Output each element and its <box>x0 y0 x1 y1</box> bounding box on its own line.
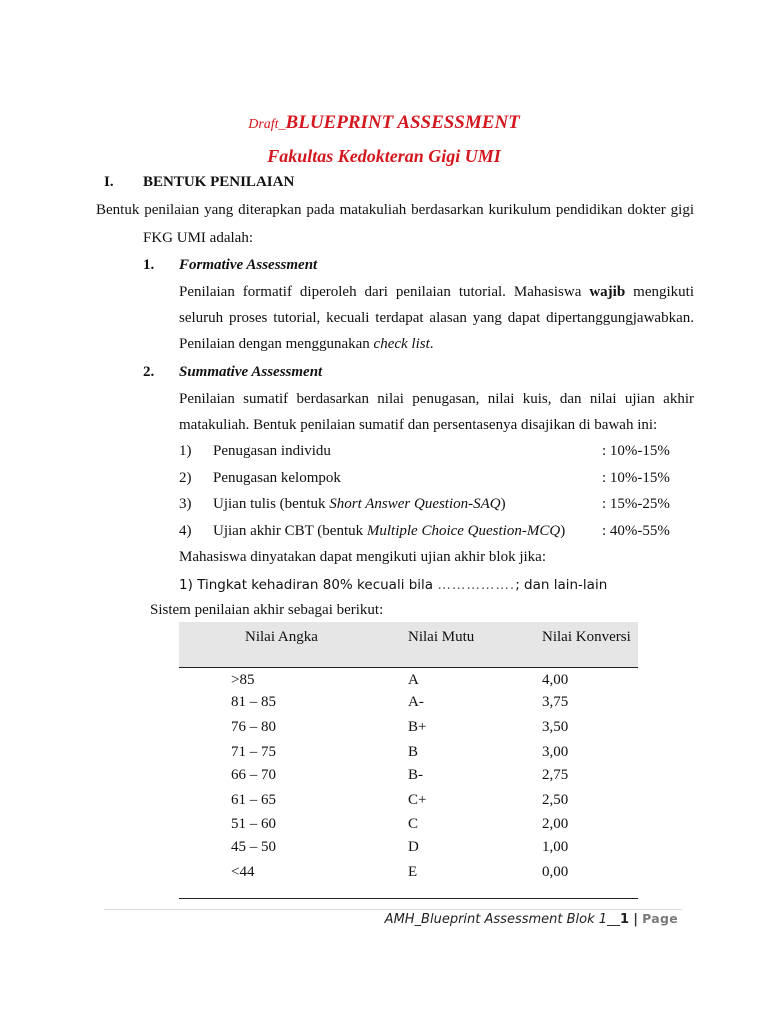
table-row <box>179 839 638 864</box>
cell-nilai-angka: 71 – 75 <box>231 743 276 760</box>
cell-nilai-konversi: 4,00 <box>542 672 569 688</box>
table-row <box>179 668 638 694</box>
table-row <box>179 767 638 792</box>
cell-nilai-angka: 45 – 50 <box>231 838 276 855</box>
list-item-number: 4) <box>179 523 192 539</box>
condition-text: ; dan lain-lain <box>515 577 608 593</box>
formative-italic: check list <box>373 336 430 352</box>
formative-line-1 <box>179 284 694 301</box>
cell-nilai-konversi: 3,50 <box>542 718 569 735</box>
list-item-percentage: : 40%-55% <box>602 523 670 539</box>
summative-line-1: Penilaian sumatif berdasarkan nilai penugasan, nilai kuis, dan nilai ujian akhir <box>179 391 694 407</box>
list-item-text: ) <box>560 523 566 539</box>
cell-nilai-konversi: 1,00 <box>542 838 569 855</box>
cell-nilai-angka: <44 <box>179 864 408 899</box>
formative-emphasis: wajib <box>589 284 626 300</box>
header-nilai-mutu: Nilai Mutu <box>408 622 542 668</box>
condition-placeholder-dots: ……………. <box>437 577 516 593</box>
list-item-number: 2) <box>179 470 192 486</box>
list-item-percentage: : 10%-15% <box>602 470 670 486</box>
list-item-italic: Multiple Choice Question-MCQ <box>366 523 561 539</box>
list-item-label <box>213 443 331 460</box>
summative-number: 2. <box>143 364 155 380</box>
cell-nilai-mutu: B+ <box>408 718 427 735</box>
grading-intro: Sistem penilaian akhir sebagai berikut: <box>150 602 384 618</box>
cell-nilai-mutu: B <box>408 743 419 760</box>
cell-nilai-konversi: 2,00 <box>542 815 569 832</box>
table-row <box>179 792 638 816</box>
list-item-percentage: : 15%-25% <box>602 496 670 512</box>
page-footer <box>385 911 678 927</box>
attendance-condition <box>179 577 607 593</box>
document-subtitle: Fakultas Kedokteran Gigi UMI <box>267 146 501 166</box>
list-item-text: ) <box>500 496 506 512</box>
list-item-text: Ujian tulis (bentuk <box>213 496 330 512</box>
list-item-label <box>213 523 565 540</box>
cell-nilai-konversi: 3,00 <box>542 743 569 760</box>
condition-text: 1) Tingkat kehadiran 80% kecuali bila <box>179 577 434 593</box>
cell-nilai-mutu: C+ <box>408 791 427 808</box>
summative-heading: Summative Assessment <box>179 364 323 380</box>
footer-divider <box>104 909 682 910</box>
cell-nilai-mutu: E <box>408 864 542 899</box>
cell-nilai-konversi: 3,75 <box>542 693 569 710</box>
table-row <box>179 816 638 839</box>
header-nilai-angka: Nilai Angka <box>179 622 408 668</box>
cell-nilai-konversi: 2,50 <box>542 791 569 808</box>
list-item-text: Ujian akhir CBT (bentuk <box>213 523 367 539</box>
section-number: I. <box>104 174 114 190</box>
eligibility-text: Mahasiswa dinyatakan dapat mengikuti ujian akhir blok jika: <box>179 549 546 565</box>
table-header-row <box>179 622 638 668</box>
intro-line-1: Bentuk penilaian yang diterapkan pada matakuliah berdasarkan kurikulum pendidikan dokter gigi <box>96 202 694 218</box>
cell-nilai-angka: 61 – 65 <box>231 791 276 808</box>
list-item-percentage: : 10%-15% <box>602 443 670 459</box>
summative-line-2: matakuliah. Bentuk penilaian sumatif dan persentasenya disajikan di bawah ini: <box>179 417 658 433</box>
cell-nilai-konversi: 0,00 <box>542 864 638 899</box>
draft-prefix: Draft_ <box>248 117 286 132</box>
formative-line-2: seluruh proses tutorial, kecuali terdapat alasan yang dapat dipertanggungjawabkan. <box>179 310 694 326</box>
cell-nilai-angka: 81 – 85 <box>231 693 276 710</box>
cell-nilai-angka: >85 <box>231 672 255 688</box>
cell-nilai-mutu: D <box>408 838 419 855</box>
list-item-number: 3) <box>179 496 192 512</box>
formative-heading: Formative Assessment <box>179 257 318 273</box>
section-heading: BENTUK PENILAIAN <box>143 174 295 190</box>
list-item-text: Penugasan individu <box>213 443 331 459</box>
list-item-text: Penugasan kelompok <box>213 470 341 486</box>
footer-page-number: 1 <box>620 912 630 927</box>
cell-nilai-angka: 66 – 70 <box>231 766 276 783</box>
formative-line-3 <box>179 336 434 353</box>
cell-nilai-konversi: 2,75 <box>542 766 569 783</box>
list-item-number: 1) <box>179 443 192 459</box>
table-row <box>179 694 638 719</box>
grading-table <box>179 622 638 899</box>
table-row <box>179 719 638 744</box>
cell-nilai-mutu: A- <box>408 693 424 710</box>
table-row <box>179 744 638 767</box>
title-text: BLUEPRINT ASSESSMENT <box>285 112 520 133</box>
list-item-label <box>213 470 341 487</box>
formative-text: mengikuti <box>633 284 694 300</box>
footer-running-title: AMH_Blueprint Assessment Blok 1__ <box>384 912 621 927</box>
formative-text: Penilaian formatif diperoleh dari penilaian tutorial. Mahasiswa <box>179 284 582 300</box>
header-nilai-konversi: Nilai Konversi <box>542 622 638 668</box>
formative-text: . <box>429 336 434 352</box>
footer-separator: | <box>633 912 638 927</box>
footer-page-label: Page <box>642 911 678 926</box>
formative-number: 1. <box>143 257 155 273</box>
list-item-label <box>213 496 506 513</box>
cell-nilai-mutu: A <box>408 672 419 688</box>
list-item-italic: Short Answer Question-SAQ <box>329 496 501 512</box>
cell-nilai-mutu: C <box>408 815 419 832</box>
intro-line-2: FKG UMI adalah: <box>143 230 253 246</box>
document-title <box>0 112 768 134</box>
cell-nilai-mutu: B- <box>408 766 423 783</box>
table-row <box>179 864 638 899</box>
formative-text: Penilaian dengan menggunakan <box>179 336 370 352</box>
cell-nilai-angka: 76 – 80 <box>231 718 276 735</box>
cell-nilai-angka: 51 – 60 <box>231 815 276 832</box>
